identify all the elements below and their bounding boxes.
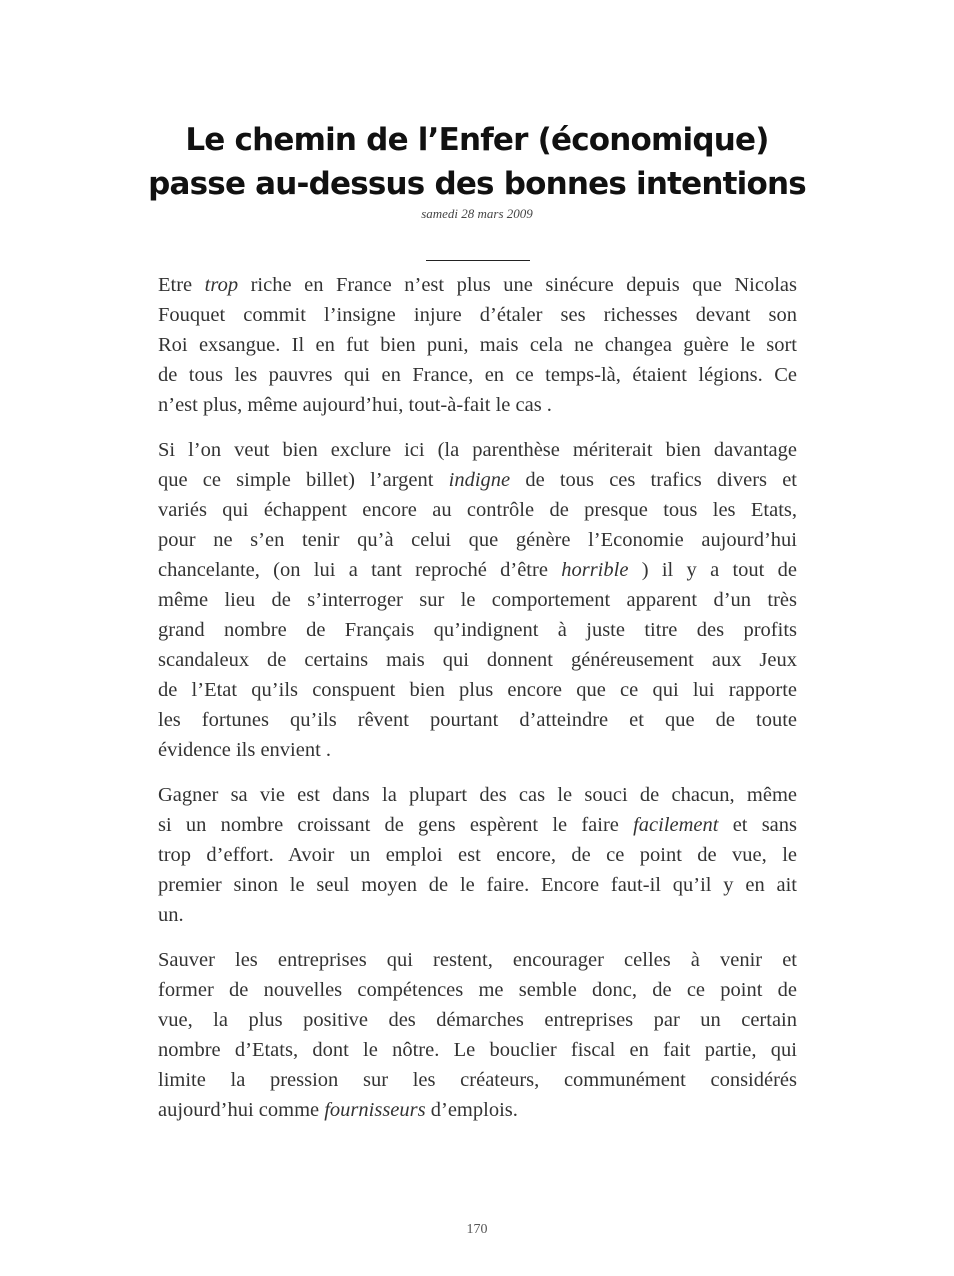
text-segment: nombre d’Etats, dont le nôtre. Le bouclier fiscal en fait partie, qui [158, 1039, 797, 1061]
line-content [158, 844, 797, 866]
text-line [158, 435, 797, 465]
text-line [158, 525, 797, 555]
line-content [158, 679, 797, 701]
text-line [158, 975, 797, 1005]
text-segment: Sauver les entreprises qui restent, encourager celles à venir et [158, 949, 797, 971]
text-line [158, 810, 797, 840]
text-segment: évidence ils envient . [158, 739, 332, 761]
text-segment: ) il y a tout de [628, 559, 797, 581]
italic-text: indigne [448, 469, 511, 491]
italic-text: horrible [561, 559, 629, 581]
text-line [158, 1005, 797, 1035]
text-segment: limite la pression sur les créateurs, communément considérés [158, 1069, 797, 1091]
text-segment: aujourd’hui comme [158, 1099, 325, 1121]
page-title [0, 118, 954, 206]
italic-text: facilement [633, 814, 719, 836]
paragraph [158, 780, 797, 930]
text-segment: Etre [158, 274, 205, 296]
line-content [158, 1099, 518, 1121]
text-segment: et sans [718, 814, 797, 836]
line-content [158, 739, 331, 761]
title-line: Le chemin de l’Enfer (économique) [185, 122, 769, 158]
text-segment: de l’Etat qu’ils conspuent bien plus encore que ce qui lui rapporte [158, 679, 797, 701]
text-segment: pour ne s’en tenir qu’à celui que génère l’Economie aujourd’hui [158, 529, 797, 551]
line-content [158, 274, 797, 296]
text-segment: un. [158, 904, 184, 926]
paragraph [158, 945, 797, 1125]
post-date: samedi 28 mars 2009 [421, 206, 533, 221]
text-segment: chancelante, (on lui a tant reproché d’être [158, 559, 562, 581]
line-content [158, 979, 797, 1001]
text-line [158, 945, 797, 975]
text-line [158, 1065, 797, 1095]
text-line [158, 645, 797, 675]
title-line: passe au-dessus des bonnes intentions [148, 166, 806, 202]
line-content [158, 904, 184, 926]
text-segment: Roi exsangue. Il en fut bien puni, mais cela ne changea guère le sort [158, 334, 797, 356]
text-segment: Fouquet commit l’insigne injure d’étaler ses richesses devant son [158, 304, 797, 326]
text-segment: même lieu de s’interroger sur le comportement apparent d’un très [158, 589, 797, 611]
text-segment: de tous les pauvres qui en France, en ce temps-là, étaient légions. Ce [158, 364, 797, 386]
text-line [158, 555, 797, 585]
text-segment: vue, la plus positive des démarches entreprises par un certain [158, 1009, 797, 1031]
line-content [158, 949, 797, 971]
text-segment: les fortunes qu’ils rêvent pourtant d’atteindre et que de toute [158, 709, 797, 731]
text-segment: n’est plus, même aujourd’hui, tout-à-fait le cas . [158, 394, 552, 416]
text-line [158, 705, 797, 735]
line-content [158, 784, 797, 806]
text-line [158, 585, 797, 615]
text-segment: Gagner sa vie est dans la plupart des cas le souci de chacun, même [158, 784, 797, 806]
line-content [158, 1039, 797, 1061]
text-segment: d’emplois. [425, 1099, 518, 1121]
text-line [158, 780, 797, 810]
text-line [158, 465, 797, 495]
line-content [158, 619, 797, 641]
text-segment: si un nombre croissant de gens espèrent le faire [158, 814, 634, 836]
paragraph [158, 270, 797, 420]
line-content [158, 469, 797, 491]
line-content [158, 589, 797, 611]
text-line [158, 390, 797, 420]
italic-text: trop [204, 274, 239, 296]
line-content [158, 394, 552, 416]
line-content [158, 1069, 797, 1091]
line-content [158, 649, 797, 671]
line-content [158, 814, 797, 836]
text-line [158, 675, 797, 705]
text-line [158, 270, 797, 300]
text-line [158, 870, 797, 900]
page-number: 170 [466, 1222, 488, 1237]
text-segment: grand nombre de Français qu’indignent à juste titre des profits [158, 619, 797, 641]
text-segment: trop d’effort. Avoir un emploi est encore, de ce point de vue, le [158, 844, 797, 866]
text-segment: variés qui échappent encore au contrôle de presque tous les Etats, [158, 499, 797, 521]
text-segment: que ce simple billet) l’argent [158, 469, 449, 491]
text-line [158, 300, 797, 330]
separator-rule [426, 260, 530, 261]
text-line [158, 735, 797, 765]
text-segment: riche en France n’est plus une sinécure depuis que Nicolas [238, 274, 797, 296]
italic-text: fournisseurs [324, 1099, 426, 1121]
line-content [158, 709, 797, 731]
text-line [158, 840, 797, 870]
text-segment: premier sinon le seul moyen de le faire. Encore faut-il qu’il y en ait [158, 874, 797, 896]
text-line [158, 615, 797, 645]
line-content [158, 439, 797, 461]
line-content [158, 559, 797, 581]
text-segment: former de nouvelles compétences me semble donc, de ce point de [158, 979, 797, 1001]
line-content [158, 529, 797, 551]
text-segment: scandaleux de certains mais qui donnent généreusement aux Jeux [158, 649, 797, 671]
text-line [158, 1095, 797, 1125]
text-line [158, 495, 797, 525]
text-line [158, 900, 797, 930]
paragraph [158, 435, 797, 765]
text-line [158, 360, 797, 390]
line-content [158, 874, 797, 896]
text-line [158, 330, 797, 360]
text-segment: Si l’on veut bien exclure ici (la parenthèse mériterait bien davantage [158, 439, 797, 461]
line-content [158, 499, 797, 521]
article-body [158, 270, 797, 1140]
line-content [158, 334, 797, 356]
text-segment: de tous ces trafics divers et [510, 469, 797, 491]
line-content [158, 364, 797, 386]
line-content [158, 1009, 797, 1031]
text-line [158, 1035, 797, 1065]
line-content [158, 304, 797, 326]
